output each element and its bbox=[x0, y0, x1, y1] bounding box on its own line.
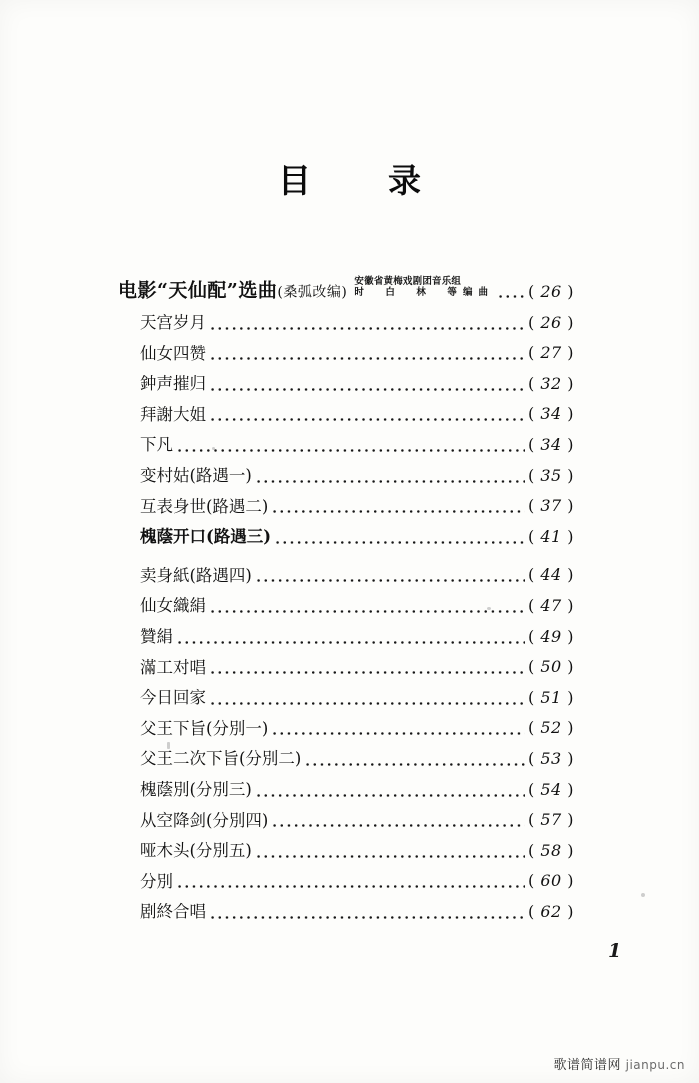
toc-page-number: ( 50 ) bbox=[528, 657, 575, 677]
leader-dots bbox=[209, 380, 525, 394]
toc-entry-label: 贊絹 bbox=[140, 627, 173, 647]
toc-page-number: ( 27 ) bbox=[528, 343, 575, 363]
toc-entry-row[interactable] bbox=[118, 428, 596, 459]
toc-entry-label: 下凡 bbox=[140, 435, 173, 455]
paper-speck bbox=[641, 893, 645, 897]
toc-entry-label: 哑木头(分別五) bbox=[140, 841, 252, 861]
leader-dots bbox=[209, 349, 525, 363]
leader-dots bbox=[209, 602, 525, 616]
toc-page-number: ( 34 ) bbox=[528, 404, 575, 424]
toc-page-number: ( 32 ) bbox=[528, 373, 575, 393]
leader-dots bbox=[271, 816, 525, 830]
page-number-value: 27 bbox=[540, 343, 562, 363]
toc-entry-label: 父王二次下旨(分別二) bbox=[140, 749, 302, 769]
toc-page-number: ( 37 ) bbox=[528, 496, 575, 516]
page-number-value: 57 bbox=[540, 810, 562, 830]
toc-page-number: ( 52 ) bbox=[528, 718, 575, 738]
page-number-value: 54 bbox=[540, 779, 562, 799]
toc-page-number: ( 44 ) bbox=[528, 565, 575, 585]
toc-entry-list bbox=[118, 306, 596, 926]
toc-entry-row[interactable] bbox=[118, 834, 596, 865]
page-number-value: 49 bbox=[540, 626, 562, 646]
page-title: 目 录 bbox=[278, 161, 443, 200]
credit-line-1: 安徽省黄梅戏剧团音乐组 bbox=[354, 276, 462, 288]
paper-speck bbox=[212, 447, 215, 450]
toc-entry-row[interactable] bbox=[118, 651, 596, 682]
toc-entry-row[interactable] bbox=[118, 895, 596, 926]
toc-page-number: ( 54 ) bbox=[528, 779, 575, 799]
table-of-contents bbox=[118, 270, 596, 926]
toc-entry-row[interactable] bbox=[118, 306, 596, 337]
toc-entry-row[interactable] bbox=[118, 337, 596, 368]
toc-entry-label: 鈡声摧归 bbox=[140, 374, 206, 394]
leader-dots bbox=[255, 847, 525, 861]
page-number-value: 52 bbox=[540, 718, 562, 738]
toc-entry-row[interactable] bbox=[118, 620, 596, 651]
leader-dots bbox=[209, 410, 525, 424]
toc-entry-row[interactable] bbox=[118, 589, 596, 620]
page-number-value: 62 bbox=[540, 901, 562, 921]
toc-entry-label: 父王下旨(分別一) bbox=[140, 718, 269, 738]
page-number-value: 34 bbox=[540, 404, 562, 424]
toc-entry-row[interactable] bbox=[118, 459, 596, 490]
leader-dots bbox=[209, 319, 525, 333]
toc-entry-label: 槐蔭別(分別三) bbox=[140, 780, 252, 799]
credit-line-2: 时 白 林 等编曲 bbox=[354, 287, 494, 298]
page-number-value: 58 bbox=[540, 840, 562, 860]
site-watermark bbox=[553, 1054, 685, 1073]
toc-entry-label: 滿工对唱 bbox=[140, 657, 206, 677]
leader-dots bbox=[209, 663, 525, 677]
toc-entry-label: 今日回家 bbox=[140, 688, 206, 708]
toc-entry-label: 拜謝大姐 bbox=[140, 404, 206, 424]
page-number-value: 51 bbox=[540, 687, 562, 707]
toc-entry-row[interactable] bbox=[118, 865, 596, 896]
toc-entry-label: 互表身世(路遇二) bbox=[140, 496, 269, 516]
credit-line-3: 编曲 bbox=[462, 287, 494, 298]
toc-heading-row[interactable] bbox=[118, 270, 596, 306]
toc-heading-credit bbox=[354, 277, 494, 298]
toc-page-number: ( 47 ) bbox=[528, 595, 575, 615]
page-number-value: 53 bbox=[540, 748, 562, 768]
toc-entry-label: 剧終合唱 bbox=[140, 902, 206, 922]
toc-page-number: ( 62 ) bbox=[528, 901, 575, 921]
toc-page-number: ( 58 ) bbox=[528, 840, 575, 860]
toc-page-number: ( 51 ) bbox=[528, 687, 575, 707]
toc-entry-label: 槐蔭开口(路遇三) bbox=[140, 527, 272, 547]
toc-entry-label: 仙女織絹 bbox=[140, 596, 206, 616]
page-number-value: 50 bbox=[540, 657, 562, 677]
toc-entry-row[interactable] bbox=[118, 804, 596, 835]
toc-entry-row[interactable] bbox=[118, 742, 596, 773]
toc-page-number: ( 26 ) bbox=[528, 312, 575, 332]
leader-dots bbox=[176, 633, 525, 647]
toc-entry-label: 天宫岁月 bbox=[140, 313, 206, 333]
toc-entry-row[interactable] bbox=[118, 520, 596, 551]
toc-entry-row[interactable] bbox=[118, 398, 596, 429]
paper-speck bbox=[167, 742, 170, 749]
toc-heading-label bbox=[118, 276, 494, 306]
toc-entry-row[interactable] bbox=[118, 367, 596, 398]
leader-dots bbox=[274, 533, 525, 547]
page-number-value: 34 bbox=[540, 434, 562, 454]
toc-entry-row[interactable] bbox=[118, 681, 596, 712]
leader-dots bbox=[255, 571, 525, 585]
watermark-name: 歌谱简谱网 bbox=[553, 1058, 621, 1073]
leader-dots bbox=[209, 694, 525, 708]
leader-dots bbox=[176, 441, 525, 455]
toc-entry-row[interactable] bbox=[118, 490, 596, 521]
paper-speck bbox=[487, 607, 491, 610]
page-number-value: 60 bbox=[540, 871, 562, 891]
toc-entry-label: 仙女四赞 bbox=[140, 343, 206, 363]
page-number-value: 37 bbox=[540, 496, 562, 516]
page-number-value: 35 bbox=[540, 465, 562, 485]
toc-page-number: ( 57 ) bbox=[528, 810, 575, 830]
folio-number: 1 bbox=[608, 940, 622, 962]
toc-page-number: ( 60 ) bbox=[528, 871, 575, 891]
toc-page-number: ( 35 ) bbox=[528, 465, 575, 485]
leader-dots bbox=[271, 724, 525, 738]
toc-entry-label: 从空降剑(分別四) bbox=[140, 810, 269, 830]
page-number-value: 41 bbox=[540, 526, 562, 546]
leader-dots bbox=[255, 786, 525, 800]
toc-entry-row[interactable] bbox=[118, 559, 596, 590]
leader-dots bbox=[304, 755, 525, 769]
toc-page-number: ( 41 ) bbox=[528, 526, 575, 546]
leader-dots bbox=[176, 877, 525, 891]
toc-entry-row[interactable] bbox=[118, 712, 596, 743]
toc-entry-label: 卖身紙(路遇四) bbox=[140, 565, 252, 585]
toc-page-number: ( 53 ) bbox=[528, 748, 575, 768]
toc-entry-label: 变村姑(路遇一) bbox=[140, 466, 252, 486]
leader-dots bbox=[271, 502, 525, 516]
toc-page-number: ( 26 ) bbox=[528, 282, 575, 301]
toc-entry-label: 分別 bbox=[140, 871, 173, 891]
toc-group-gap bbox=[118, 551, 596, 559]
watermark-domain: jianpu.cn bbox=[625, 1058, 685, 1072]
page-number-value: 26 bbox=[540, 312, 562, 332]
leader-dots bbox=[255, 472, 525, 486]
toc-heading-title: 电影“天仙配”选曲 bbox=[118, 280, 278, 302]
page-number-value: 47 bbox=[540, 595, 562, 615]
leader-dots bbox=[497, 288, 525, 302]
toc-entry-row[interactable] bbox=[118, 773, 596, 804]
page-number-value: 32 bbox=[540, 373, 562, 393]
page-number-value: 44 bbox=[540, 565, 562, 585]
toc-page-number: ( 34 ) bbox=[528, 434, 575, 454]
toc-heading-subtitle: (桑弧改编) bbox=[277, 285, 348, 301]
toc-page-number: ( 49 ) bbox=[528, 626, 575, 646]
leader-dots bbox=[209, 908, 525, 922]
